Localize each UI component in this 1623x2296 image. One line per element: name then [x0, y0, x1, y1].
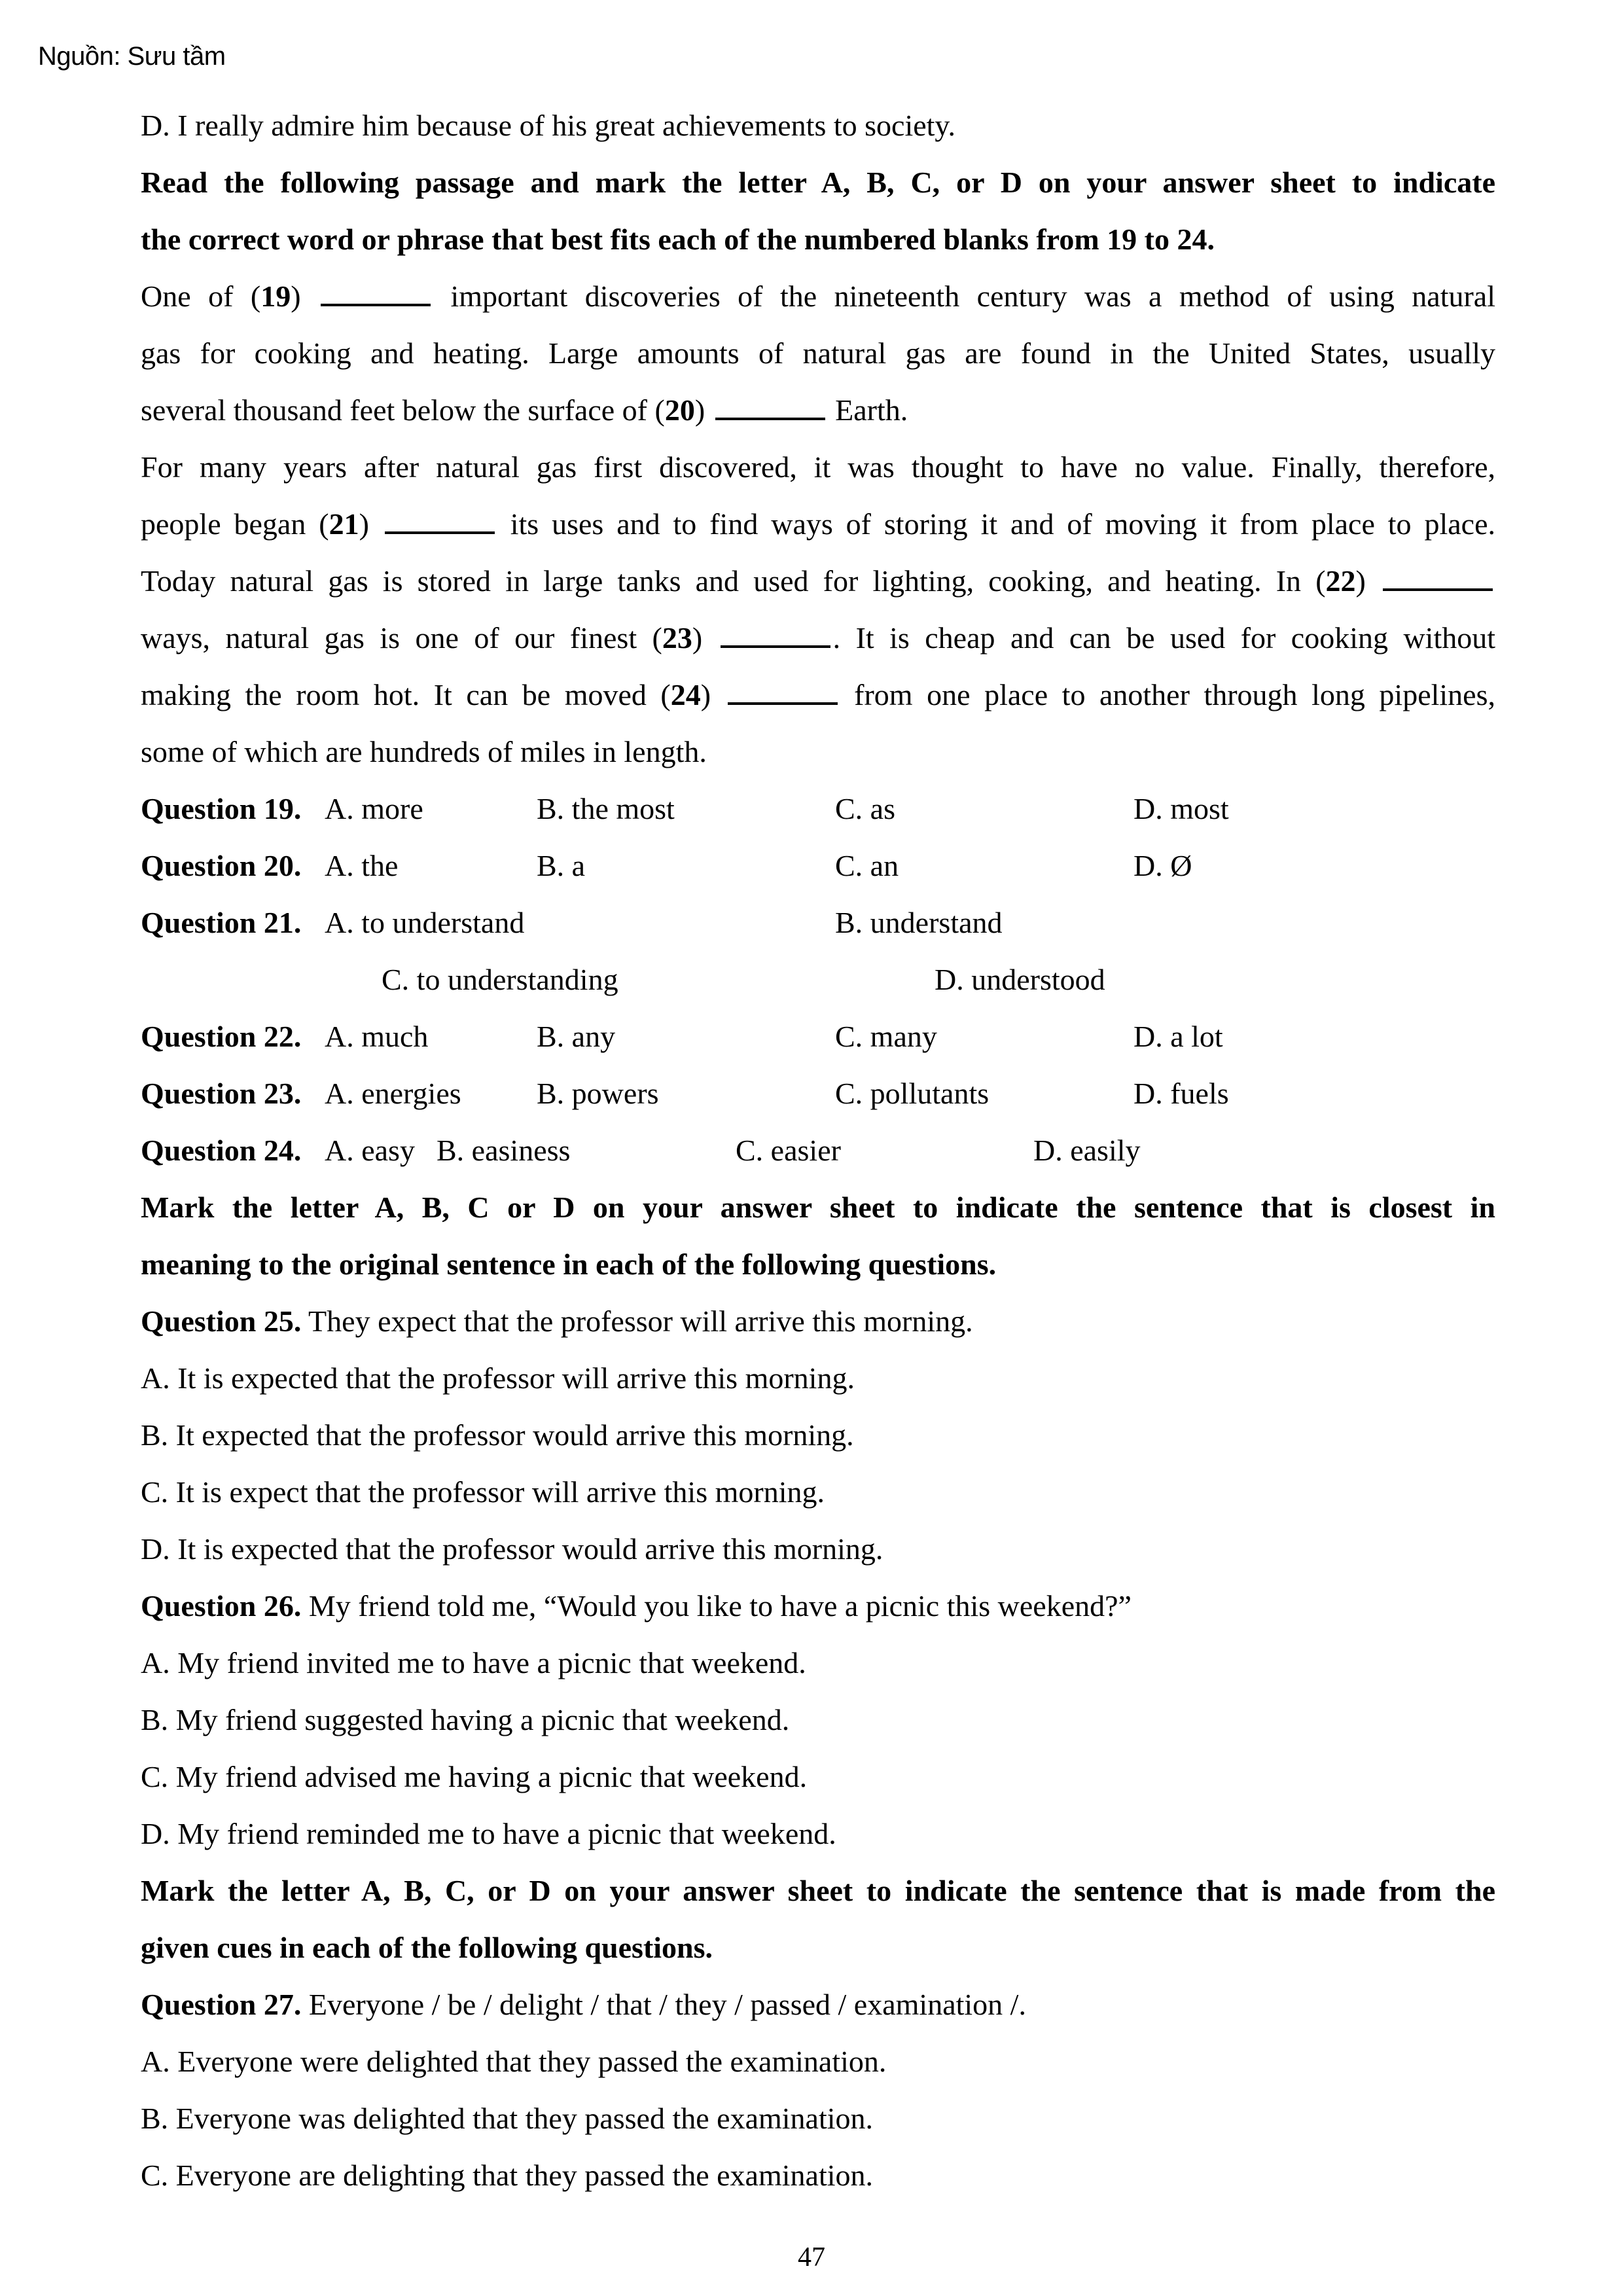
option-b[interactable]: B. Everyone was delighted that they passed the examination. [141, 2102, 874, 2135]
question-label: Question 23. [141, 1077, 302, 1110]
option-b[interactable]: B. any [537, 1020, 616, 1053]
blank-number-24: 24 [670, 678, 701, 711]
question-26-stem: Question 26. My friend told me, “Would you like to have a picnic this weekend?” [141, 1589, 1132, 1623]
blank-21 [385, 507, 495, 534]
option-d[interactable]: D. It is expected that the professor would arrive this morning. [141, 1532, 883, 1566]
passage-line-5: people began (21) its uses and to find ways of storing it and of moving it from place to place. [141, 507, 1495, 541]
option-d[interactable]: D. My friend reminded me to have a picnic that weekend. [141, 1817, 836, 1850]
option-b[interactable]: B. easiness [437, 1134, 571, 1167]
option-a[interactable]: A. easy [325, 1134, 415, 1167]
section3-instruction-line2: given cues in each of the following questions. [141, 1931, 713, 1964]
question-19 [141, 780, 1495, 837]
option-c[interactable]: C. easier [736, 1134, 841, 1167]
passage-line-4: For many years after natural gas first discovered, it was thought to have no value. Finally, therefore, [141, 450, 1495, 484]
option-a[interactable]: A. Everyone were delighted that they passed the examination. [141, 2045, 887, 2078]
option-d[interactable]: D. most [1133, 792, 1229, 825]
option-b[interactable]: B. the most [537, 792, 675, 825]
question-21-continued [141, 951, 1495, 1008]
blank-24 [728, 677, 838, 705]
blank-number-20: 20 [664, 393, 695, 427]
section1-instruction-line2: the correct word or phrase that best fits each of the numbered blanks from 19 to 24. [141, 223, 1215, 256]
passage-line-3: several thousand feet below the surface of (20) Earth. [141, 393, 908, 427]
option-d[interactable]: D. easily [1033, 1134, 1141, 1167]
blank-19 [321, 279, 431, 306]
blank-20 [715, 393, 825, 420]
option-c[interactable]: C. as [835, 792, 895, 825]
question-21 [141, 894, 1495, 951]
option-d[interactable]: D. Ø [1133, 849, 1192, 882]
blank-23 [721, 620, 830, 648]
passage-line-7: ways, natural gas is one of our finest (23) . It is cheap and can be used for cooking without [141, 621, 1495, 655]
option-a[interactable]: A. more [325, 792, 423, 825]
question-label: Question 26. [141, 1589, 302, 1623]
passage-line-1: One of (19) important discoveries of the nineteenth century was a method of using natural [141, 279, 1495, 313]
option-a[interactable]: A. It is expected that the professor will arrive this morning. [141, 1361, 855, 1395]
question-label: Question 27. [141, 1988, 302, 2021]
option-c[interactable]: C. to understanding [382, 963, 618, 996]
option-a[interactable]: A. to understand [325, 906, 525, 939]
question-27-stem: Question 27. Everyone / be / delight / that / they / passed / examination /. [141, 1988, 1026, 2021]
option-b[interactable]: B. understand [835, 906, 1003, 939]
option-c[interactable]: C. Everyone are delighting that they passed the examination. [141, 2159, 874, 2192]
document-page [141, 97, 1495, 2204]
page-number: 47 [798, 2242, 825, 2272]
option-a[interactable]: A. the [325, 849, 399, 882]
option-c[interactable]: C. an [835, 849, 899, 882]
blank-number-23: 23 [662, 621, 692, 655]
option-c[interactable]: C. My friend advised me having a picnic that weekend. [141, 1760, 808, 1793]
section3-instruction-line1: Mark the letter A, B, C, or D on your answer sheet to indicate the sentence that is made from the [141, 1874, 1495, 1907]
blank-22 [1383, 564, 1493, 591]
option-a[interactable]: A. energies [325, 1077, 461, 1110]
option-a[interactable]: A. much [325, 1020, 429, 1053]
blank-number-22: 22 [1325, 564, 1356, 598]
passage-line-2: gas for cooking and heating. Large amounts of natural gas are found in the United States, usually [141, 336, 1495, 370]
option-b[interactable]: B. powers [537, 1077, 659, 1110]
question-22 [141, 1008, 1495, 1065]
question-label: Question 24. [141, 1134, 302, 1167]
question-label: Question 19. [141, 792, 302, 825]
option-b[interactable]: B. a [537, 849, 586, 882]
option-a[interactable]: A. My friend invited me to have a picnic that weekend. [141, 1646, 806, 1679]
option-b[interactable]: B. My friend suggested having a picnic that weekend. [141, 1703, 790, 1736]
option-c[interactable]: C. pollutants [835, 1077, 990, 1110]
passage-line-6: Today natural gas is stored in large tanks and used for lighting, cooking, and heating. In (22) [141, 552, 1495, 609]
blank-number-19: 19 [260, 279, 291, 313]
option-d[interactable]: D. understood [935, 963, 1105, 996]
passage-line-8: making the room hot. It can be moved (24) from one place to another through long pipelines, [141, 678, 1495, 711]
question-label: Question 21. [141, 906, 302, 939]
question-25-stem: Question 25. They expect that the professor will arrive this morning. [141, 1304, 973, 1338]
blank-number-21: 21 [329, 507, 359, 541]
question-24 [141, 1122, 1495, 1179]
section1-instruction-line1: Read the following passage and mark the letter A, B, C, or D on your answer sheet to indicate [141, 166, 1495, 199]
option-c[interactable]: C. It is expect that the professor will arrive this morning. [141, 1475, 825, 1509]
option-b[interactable]: B. It expected that the professor would arrive this morning. [141, 1418, 854, 1452]
question-label: Question 25. [141, 1304, 302, 1338]
passage-line-9: some of which are hundreds of miles in length. [141, 735, 707, 768]
option-d[interactable]: D. a lot [1133, 1020, 1223, 1053]
option-c[interactable]: C. many [835, 1020, 937, 1053]
section2-instruction-line1: Mark the letter A, B, C or D on your answer sheet to indicate the sentence that is closest in [141, 1191, 1495, 1224]
option-d[interactable]: D. fuels [1133, 1077, 1229, 1110]
previous-option-d: D. I really admire him because of his great achievements to society. [141, 109, 955, 142]
question-23 [141, 1065, 1495, 1122]
question-20 [141, 837, 1495, 894]
question-label: Question 20. [141, 849, 302, 882]
source-header: Nguồn: Sưu tầm [38, 42, 226, 71]
section2-instruction-line2: meaning to the original sentence in each of the following questions. [141, 1247, 997, 1281]
question-label: Question 22. [141, 1020, 302, 1053]
